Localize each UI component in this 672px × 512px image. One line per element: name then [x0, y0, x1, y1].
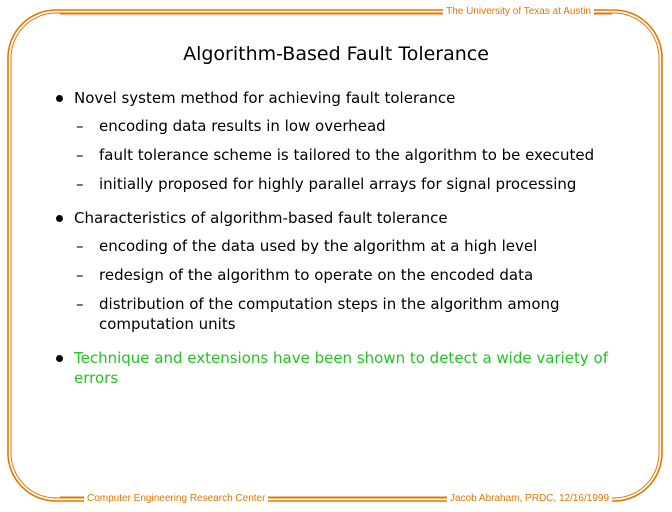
bullet-group-2 — [54, 208, 644, 334]
dash-marker: – — [76, 175, 84, 193]
subitem-text: redesign of the algorithm to operate on the encoded data — [99, 266, 534, 284]
footer-left: Computer Engineering Research Center — [84, 493, 268, 505]
subitem — [54, 236, 644, 256]
subitem-list — [54, 116, 644, 194]
bullet-text: Technique and extensions have been shown to detect a wide variety of errors — [74, 349, 608, 387]
bullet-dot-icon — [56, 215, 63, 222]
slide-content — [54, 88, 644, 402]
dash-marker: – — [76, 295, 84, 313]
bullet-dot-icon — [56, 355, 63, 362]
dash-marker: – — [76, 237, 84, 255]
dash-marker: – — [76, 117, 84, 135]
footer-right: Jacob Abraham, PRDC, 12/16/1999 — [447, 493, 612, 505]
bullet-item — [54, 88, 644, 108]
subitem-text: distribution of the computation steps in the algorithm among computation units — [99, 295, 560, 333]
bullet-group-3 — [54, 348, 644, 388]
subitem — [54, 265, 644, 285]
bullet-group-1 — [54, 88, 644, 194]
bullet-item-highlight — [54, 348, 644, 388]
subitem — [54, 294, 644, 334]
dash-marker: – — [76, 146, 84, 164]
subitem-list — [54, 236, 644, 334]
subitem-text: initially proposed for highly parallel arrays for signal processing — [99, 175, 577, 193]
bullet-text: Characteristics of algorithm-based fault tolerance — [74, 209, 448, 227]
subitem — [54, 145, 644, 165]
bullet-text: Novel system method for achieving fault tolerance — [74, 89, 456, 107]
subitem — [54, 116, 644, 136]
subitem — [54, 174, 644, 194]
dash-marker: – — [76, 266, 84, 284]
slide-title: Algorithm-Based Fault Tolerance — [183, 43, 489, 65]
subitem-text: fault tolerance scheme is tailored to the algorithm to be executed — [99, 146, 595, 164]
bullet-item — [54, 208, 644, 228]
header-university: The University of Texas at Austin — [443, 6, 594, 18]
subitem-text: encoding of the data used by the algorithm at a high level — [99, 237, 538, 255]
subitem-text: encoding data results in low overhead — [99, 117, 386, 135]
bullet-dot-icon — [56, 95, 63, 102]
